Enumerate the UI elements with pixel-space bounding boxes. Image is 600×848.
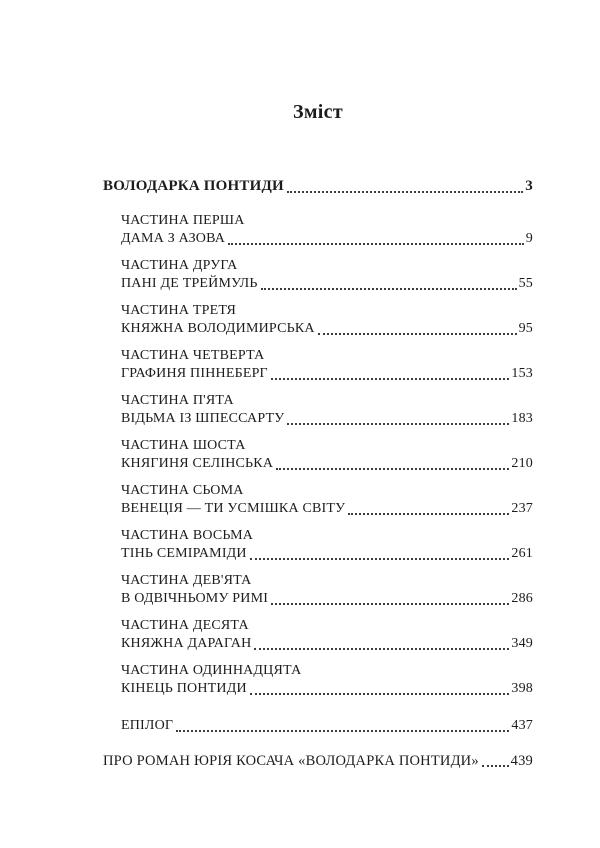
chapter-page-number: 210 <box>511 456 533 471</box>
chapter-title-label: В ОДВІЧНЬОМУ РИМІ <box>121 591 269 606</box>
chapter-part-label: ЧАСТИНА ТРЕТЯ <box>121 303 237 318</box>
book-title-label: ВОЛОДАРКА ПОНТИДИ <box>103 178 284 194</box>
toc-chapter-entry <box>121 347 533 383</box>
chapter-page-number: 286 <box>511 591 533 606</box>
chapter-list <box>103 212 533 698</box>
chapter-title-label: ДАМА З АЗОВА <box>121 231 226 246</box>
toc-entry-epilogue <box>121 717 533 735</box>
chapter-title-label: КІНЕЦЬ ПОНТИДИ <box>121 681 247 696</box>
chapter-page-number: 183 <box>511 411 533 426</box>
chapter-page-number: 237 <box>511 501 533 516</box>
epilogue-label: ЕПІЛОГ <box>121 718 174 733</box>
toc-entry-afterword <box>103 752 533 770</box>
chapter-page-number: 261 <box>511 546 533 561</box>
chapter-title-label: КНЯГИНЯ СЕЛІНСЬКА <box>121 456 274 471</box>
chapter-part-label: ЧАСТИНА ОДИННАДЦЯТА <box>121 663 302 678</box>
chapter-part-label: ЧАСТИНА П'ЯТА <box>121 393 234 408</box>
toc-chapter-entry <box>121 212 533 248</box>
chapter-title-label: КНЯЖНА ДАРАГАН <box>121 636 252 651</box>
table-of-contents <box>103 176 533 770</box>
toc-chapter-entry <box>121 617 533 653</box>
toc-chapter-entry <box>121 527 533 563</box>
chapter-page-number: 349 <box>511 636 533 651</box>
chapter-page-number: 153 <box>511 366 533 381</box>
toc-chapter-entry <box>121 302 533 338</box>
chapter-part-label: ЧАСТИНА ШОСТА <box>121 438 246 453</box>
chapter-title-label: КНЯЖНА ВОЛОДИМИРСЬКА <box>121 321 315 336</box>
toc-chapter-entry <box>121 572 533 608</box>
chapter-part-label: ЧАСТИНА ЧЕТВЕРТА <box>121 348 265 363</box>
chapter-part-label: ЧАСТИНА ВОСЬМА <box>121 528 254 543</box>
afterword-page-number: 439 <box>510 753 533 769</box>
toc-chapter-entry <box>121 662 533 698</box>
chapter-title-label: ГРАФИНЯ ПІННЕБЕРГ <box>121 366 268 381</box>
toc-entry-book-title <box>103 176 533 196</box>
book-title-page-number: 3 <box>525 178 533 194</box>
toc-chapter-entry <box>121 482 533 518</box>
chapter-page-number: 398 <box>511 681 533 696</box>
chapter-part-label: ЧАСТИНА ДРУГА <box>121 258 238 273</box>
chapter-page-number: 55 <box>518 276 533 291</box>
page-title: Зміст <box>293 101 343 123</box>
toc-chapter-entry <box>121 392 533 428</box>
chapter-page-number: 9 <box>525 231 533 246</box>
chapter-part-label: ЧАСТИНА СЬОМА <box>121 483 244 498</box>
afterword-label: ПРО РОМАН ЮРІЯ КОСАЧА «ВОЛОДАРКА ПОНТИДИ» <box>103 753 479 769</box>
chapter-part-label: ЧАСТИНА ПЕРША <box>121 213 245 228</box>
chapter-title-label: ВІДЬМА ІЗ ШПЕССАРТУ <box>121 411 285 426</box>
chapter-title-label: ПАНІ ДЕ ТРЕЙМУЛЬ <box>121 276 258 291</box>
chapter-title-label: ТІНЬ СЕМІРАМІДИ <box>121 546 247 561</box>
toc-chapter-entry <box>121 437 533 473</box>
chapter-part-label: ЧАСТИНА ДЕВ'ЯТА <box>121 573 252 588</box>
chapter-title-label: ВЕНЕЦІЯ — ТИ УСМІШКА СВІТУ <box>121 501 346 516</box>
chapter-part-label: ЧАСТИНА ДЕСЯТА <box>121 618 249 633</box>
toc-chapter-entry <box>121 257 533 293</box>
epilogue-page-number: 437 <box>511 718 533 733</box>
chapter-page-number: 95 <box>518 321 533 336</box>
